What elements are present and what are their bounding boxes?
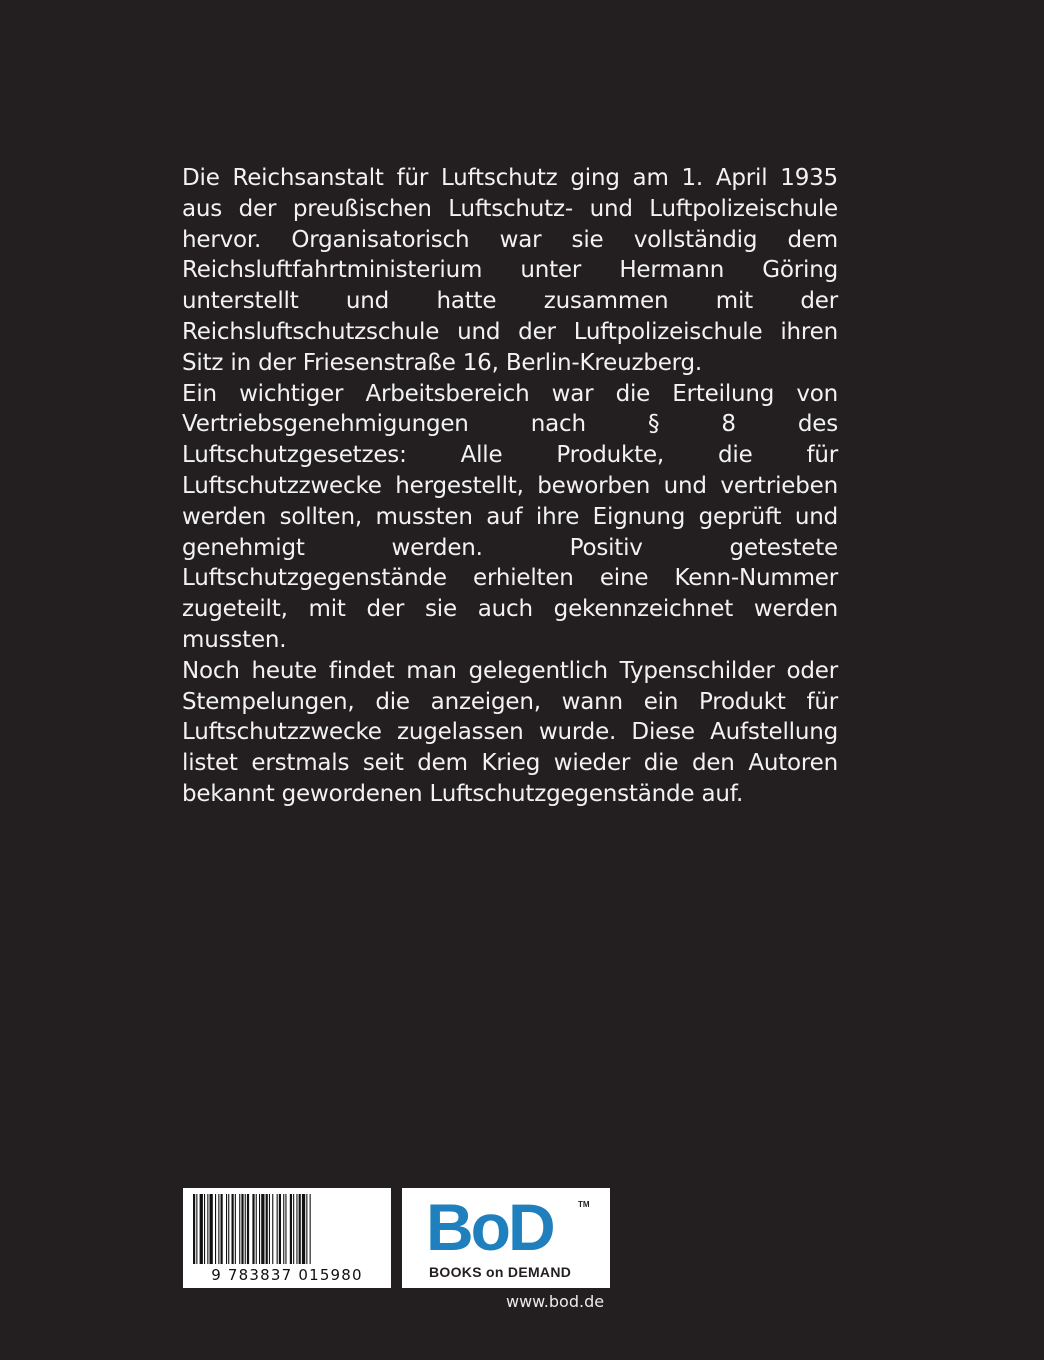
publisher-url: www.bod.de [506,1292,605,1311]
publisher-logo [402,1188,610,1288]
bod-logo-wordmark: BoD [426,1190,553,1264]
barcode-bar [256,1194,257,1264]
barcode-bar [245,1194,246,1264]
barcode-bar [218,1194,219,1264]
barcode-bar [277,1194,278,1264]
barcode-bar [290,1194,292,1264]
barcode-bar [266,1194,268,1264]
barcode-bar [207,1194,208,1264]
blurb-paragraph-1: Die Reichsanstalt für Luftschutz ging am 1. April 1935 aus der preußischen Luftschutz- und Luftpolizeischule hervor. Organisatorisch war sie vollständig dem Reichsluftfahrtministerium unter Hermann Göring unterstellt und hatte zusammen mit der Reichsluftschutzschule und der Luftpolizeischule ihren Sitz in der Friesenstraße 16, Berlin-Kreuzberg. [182,165,838,376]
blurb-paragraph-2: Ein wichtiger Arbeitsbereich war die Erteilung von Vertriebsgenehmigungen nach § 8 des Luftschutzgesetzes: Alle Produkte, die für Luftschutzzwecke hergestellt, beworben und vertrieben werden sollten, mussten auf ihre Eignung geprüft und genehmigt werden. Positiv getestete Luftschutzgegenstände erhielten eine Kenn-Nummer zugeteilt, mit der sie auch gekennzeichnet werden mussten. [182,380,838,653]
barcode-bar [204,1194,205,1264]
barcode-bar [302,1194,305,1264]
barcode-bars [193,1194,383,1264]
barcode-bar [261,1194,264,1264]
blurb-paragraph-3: Noch heute findet man gelegentlich Typenschilder oder Stempelungen, die anzeigen, wann ein Produkt für Luftschutzzwecke zugelassen wurde. Diese Aufstellung listet erstmals seit dem Krieg wieder die den Autoren bekannt gewordenen Luftschutzgegenstände auf. [182,657,838,807]
barcode-bar [293,1194,294,1264]
barcode-bar [296,1194,297,1264]
barcode-bar [239,1194,240,1264]
blurb-text [182,163,838,810]
publisher-tagline: BOOKS on DEMAND [429,1264,572,1280]
barcode-bar [299,1194,301,1264]
barcode-bar [285,1194,286,1264]
barcode-bar [215,1194,216,1264]
barcode-bar [279,1194,281,1264]
barcode-bar [196,1194,197,1264]
barcode-bar [193,1194,195,1264]
barcode-digits: 9 783837 015980 [211,1266,363,1284]
barcode-bar [200,1194,203,1264]
barcode-bar [259,1194,260,1264]
barcode-bar [228,1194,229,1264]
barcode-bar [306,1194,307,1264]
barcode-bar [232,1194,234,1264]
barcode-bar [221,1194,223,1264]
barcode-bar [269,1194,270,1264]
barcode-bar [283,1194,284,1264]
barcode-bar [235,1194,236,1264]
barcode-bar [272,1194,273,1264]
barcode-bar [226,1194,227,1264]
barcode-bar [210,1194,213,1264]
barcode-bar [252,1194,254,1264]
isbn-barcode [183,1188,391,1288]
trademark-mark: TM [578,1200,590,1209]
barcode-bar [241,1194,243,1264]
barcode-bar [310,1194,311,1264]
barcode-bar [247,1194,249,1264]
